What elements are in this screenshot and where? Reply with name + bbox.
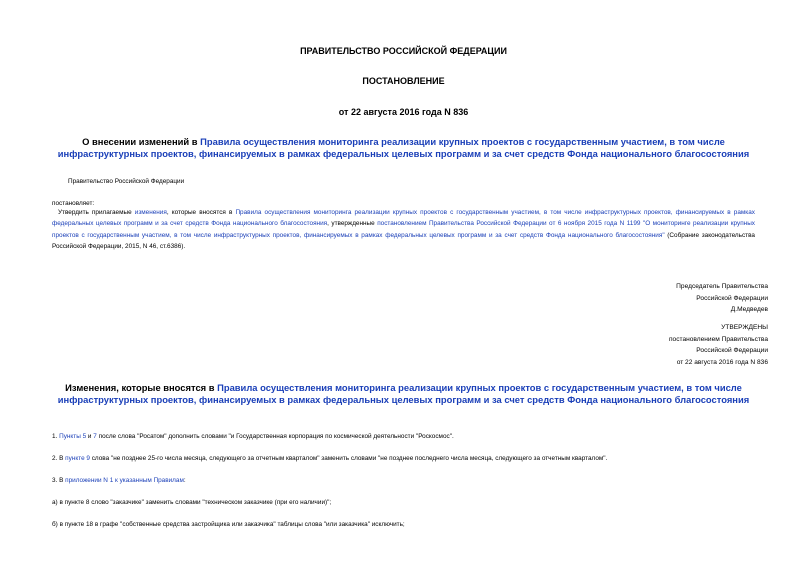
rules-link[interactable]: Правила осуществления мониторинга реализации крупных проектов с государственным участием, в том числе инфраструктурных проектов, финансируемых в рамках федеральных целевых программ и за счет средств Фонда национального благосостояния xyxy=(52,209,755,228)
item-2-text: слова "не позднее 25-го числа месяца, следующего за отчетным кварталом" заменить словами "не позднее последнего числа месяца, следующего за отчетным кварталом". xyxy=(89,455,608,462)
signature-block xyxy=(480,281,768,316)
item-3a: а) в пункте 8 слово "заказчике" заменить словами "техническом заказчике (при его наличии)"; xyxy=(52,499,332,506)
item-1-number: 1. xyxy=(52,433,60,440)
appendix-1-link[interactable]: приложении N 1 к указанным Правилам xyxy=(65,477,184,484)
signature-country: Российской Федерации xyxy=(696,294,768,302)
resolution-1199-link[interactable]: постановлением Правительства Российской Федерации от 6 ноября 2015 года N 1199 "О мониторинге реализации крупных проектов с государственным участием, в том числе инфраструктурных проектов, финансируемых в рамках федеральных целевых программ и за счет средств Фонда национального благосостояния" xyxy=(52,220,755,239)
item-1-text: после слова "Росатом" дополнить словами "и Государственная корпорация по космической деятельности "Роскосмос". xyxy=(96,433,454,440)
approval-approved: УТВЕРЖДЕНЫ xyxy=(721,324,768,331)
point-7-link[interactable]: 7 xyxy=(93,433,97,440)
title-rules-link[interactable]: Правила осуществления мониторинга реализации крупных проектов с государственным участием, в том числе инфраструктурных проектов, финансируемых в рамках федеральных целевых программ и за счет средств Фонда национального благосостояния xyxy=(57,136,750,159)
point-9-link[interactable]: пункте 9 xyxy=(65,455,90,462)
title-prefix: О внесении изменений в xyxy=(82,136,201,147)
signature-name: Д.Медведев xyxy=(730,306,768,313)
points-5-link[interactable]: Пункты 5 xyxy=(59,433,87,440)
signature-position: Председатель Правительства xyxy=(676,283,768,290)
para-text-2: , которые вносятся в xyxy=(166,209,236,216)
item-3b: б) в пункте 18 в графе "собственные средства застройщика или заказчика" таблицы слова "или заказчика" исключить; xyxy=(52,521,405,528)
document-date-number: от 22 августа 2016 года N 836 xyxy=(338,107,469,117)
approval-date: от 22 августа 2016 года N 836 xyxy=(676,358,768,366)
preamble-government: Правительство Российской Федерации xyxy=(68,178,185,185)
changes-title xyxy=(40,382,767,406)
para-text-1: Утвердить прилагаемые xyxy=(58,209,135,216)
item-1 xyxy=(52,431,755,442)
item-2-prefix: 2. В xyxy=(52,455,66,462)
approval-by-resolution: постановлением Правительства xyxy=(668,335,768,343)
preamble-decides: постановляет: xyxy=(52,200,95,207)
changes-link[interactable]: изменения xyxy=(134,209,167,216)
para-text-4: (Собрание законодательства Российской Федерации, 2015, N 46, ст.6386). xyxy=(52,231,755,251)
item-2 xyxy=(52,453,755,464)
approval-country: Российской Федерации xyxy=(696,347,768,354)
para-text-3: , утвержденные xyxy=(327,220,378,228)
document-type: ПОСТАНОВЛЕНИЕ xyxy=(362,76,445,86)
item-3-text: : xyxy=(183,477,186,484)
changes-title-prefix: Изменения, которые вносятся в xyxy=(65,382,218,393)
changes-title-rules-link[interactable]: Правила осуществления мониторинга реализации крупных проектов с государственным участием, в том числе инфраструктурных проектов, финансируемых в рамках федеральных целевых программ и за счет средств Фонда национального благосостояния xyxy=(57,382,750,405)
document-title xyxy=(50,136,757,160)
government-heading: ПРАВИТЕЛЬСТВО РОССИЙСКОЙ ФЕДЕРАЦИИ xyxy=(300,46,507,56)
approval-stamp xyxy=(480,322,768,368)
item-3-prefix: 3. В xyxy=(52,477,66,484)
item-3 xyxy=(52,475,755,486)
approval-paragraph xyxy=(52,207,755,253)
item-1-and: и xyxy=(86,433,94,440)
